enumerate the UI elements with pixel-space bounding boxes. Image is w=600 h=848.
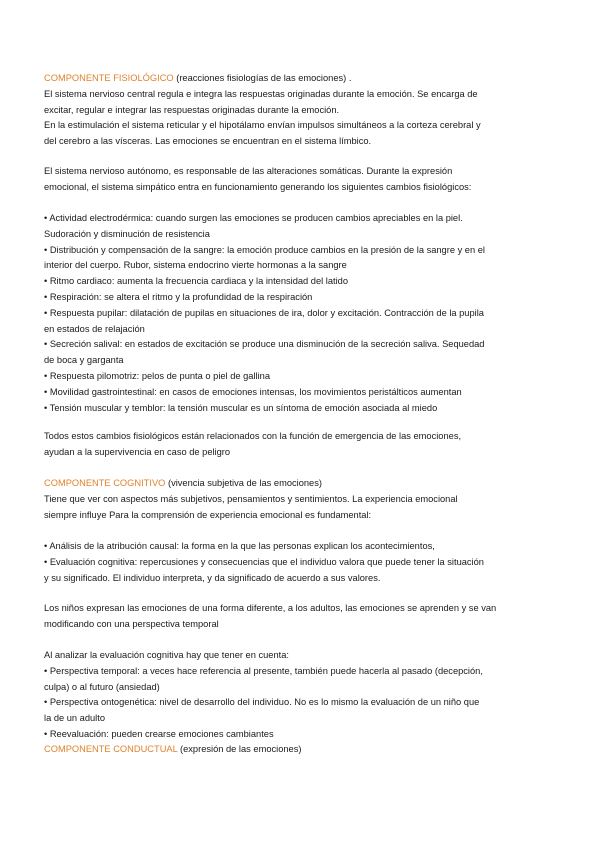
text-line: Los niños expresan las emociones de una forma diferente, a los adultos, las emociones se aprenden y se van (44, 603, 497, 613)
bullet-list-fisiologico (44, 211, 564, 416)
list-item: en estados de relajación (44, 323, 145, 334)
heading-fisiologico (44, 71, 564, 87)
section-cognitivo (44, 476, 564, 523)
text-line: El sistema nervioso central regula e integra las respuestas originadas durante la emoción. Se encarga de (44, 88, 478, 99)
heading-conductual-title: COMPONENTE CONDUCTUAL (44, 744, 178, 754)
list-item: culpa) o al futuro (ansiedad) (44, 681, 160, 692)
list-item: Sudoración y disminución de resistencia (44, 228, 210, 239)
list-item: interior del cuerpo. Rubor, sistema endocrino vierte hormonas a la sangre (44, 260, 347, 271)
text-line: Todos estos cambios fisiológicos están relacionados con la función de emergencia de las emociones, (44, 431, 462, 441)
paragraph-ninos (44, 601, 564, 633)
list-item: la de un adulto (44, 713, 105, 724)
list-item: • Análisis de la atribución causal: la forma en la que las personas explican los acontecimientos, (44, 541, 435, 551)
text-line: Al analizar la evaluación cognitiva hay que tener en cuenta: (44, 650, 289, 660)
list-item: • Perspectiva ontogenética: nivel de desarrollo del individuo. No es lo mismo la evaluación de un niño que (44, 697, 480, 708)
text-line: emocional, el sistema simpático entra en funcionamiento generando los siguientes cambios fisiológicos: (44, 181, 472, 192)
text-line: El sistema nervioso autónomo, es responsable de las alteraciones somáticas. Durante la expresión (44, 166, 453, 176)
heading-cognitivo-subtitle: (vivencia subjetiva de las emociones) (165, 478, 322, 488)
section-fisiologico (44, 71, 564, 150)
list-item: • Tensión muscular y temblor: la tensión muscular es un síntoma de emoción asociada al miedo (44, 402, 438, 413)
heading-conductual (44, 742, 564, 758)
heading-cognitivo (44, 476, 564, 492)
text-line: excitar, regular e integrar las respuestas originadas durante la emoción. (44, 104, 340, 115)
text-line: Tiene que ver con aspectos más subjetivos, pensamientos y sentimientos. La experiencia emocional (44, 493, 458, 504)
text-line: En la estimulación el sistema reticular y el hipotálamo envían impulsos simultáneos a la corteza cerebral y (44, 120, 481, 131)
paragraph-autonomo (44, 164, 564, 196)
list-item: y su significado. El individuo interpreta, y da significado de acuerdo a sus valores. (44, 572, 381, 583)
list-item: • Perspectiva temporal: a veces hace referencia al presente, también puede hacerla al pasado (decepción, (44, 665, 483, 676)
list-item: de boca y garganta (44, 355, 124, 366)
list-item: • Movilidad gastrointestinal: en casos de emociones intensas, los movimientos peristálticos aumentan (44, 386, 462, 397)
list-item: • Evaluación cognitiva: repercusiones y consecuencias que el individuo valora que puede tener la situación (44, 556, 484, 567)
heading-conductual-subtitle: (expresión de las emociones) (177, 744, 302, 754)
list-item: • Respuesta pilomotriz: pelos de punta o piel de gallina (44, 370, 271, 381)
list-item: • Secreción salival: en estados de excitación se produce una disminución de la secreción saliva. Sequedad (44, 339, 485, 350)
list-evaluacion-cognitiva (44, 648, 564, 743)
text-line: del cerebro a las vísceras. Las emociones se encuentran en el sistema límbico. (44, 136, 372, 147)
heading-fisiologico-subtitle: (reacciones fisiologías de las emociones) . (173, 73, 352, 83)
text-line: siempre influye Para la comprensión de experiencia emocional es fundamental: (44, 509, 372, 520)
list-item: • Respiración: se altera el ritmo y la profundidad de la respiración (44, 291, 313, 302)
list-item: • Reevaluación: pueden crearse emociones cambiantes (44, 728, 274, 739)
paragraph-emergencia (44, 429, 564, 461)
list-item: • Respuesta pupilar: dilatación de pupilas en situaciones de ira, dolor y excitación. Contracción de la pupila (44, 307, 484, 318)
heading-cognitivo-title: COMPONENTE COGNITIVO (44, 478, 166, 488)
list-item: • Distribución y compensación de la sangre: la emoción produce cambios en la presión de la sangre y en el (44, 244, 485, 255)
heading-fisiologico-title: COMPONENTE FISIOLÓGICO (44, 73, 174, 83)
list-item: • Ritmo cardiaco: aumenta la frecuencia cardiaca y la intensidad del latido (44, 276, 349, 287)
section-conductual (44, 742, 564, 758)
text-line: modificando con una perspectiva temporal (44, 618, 219, 629)
text-line: ayudan a la supervivencia en caso de peligro (44, 446, 231, 457)
bullet-list-cognitivo (44, 539, 564, 586)
list-item: • Actividad electrodérmica: cuando surgen las emociones se producen cambios apreciables en la piel. (44, 213, 463, 223)
